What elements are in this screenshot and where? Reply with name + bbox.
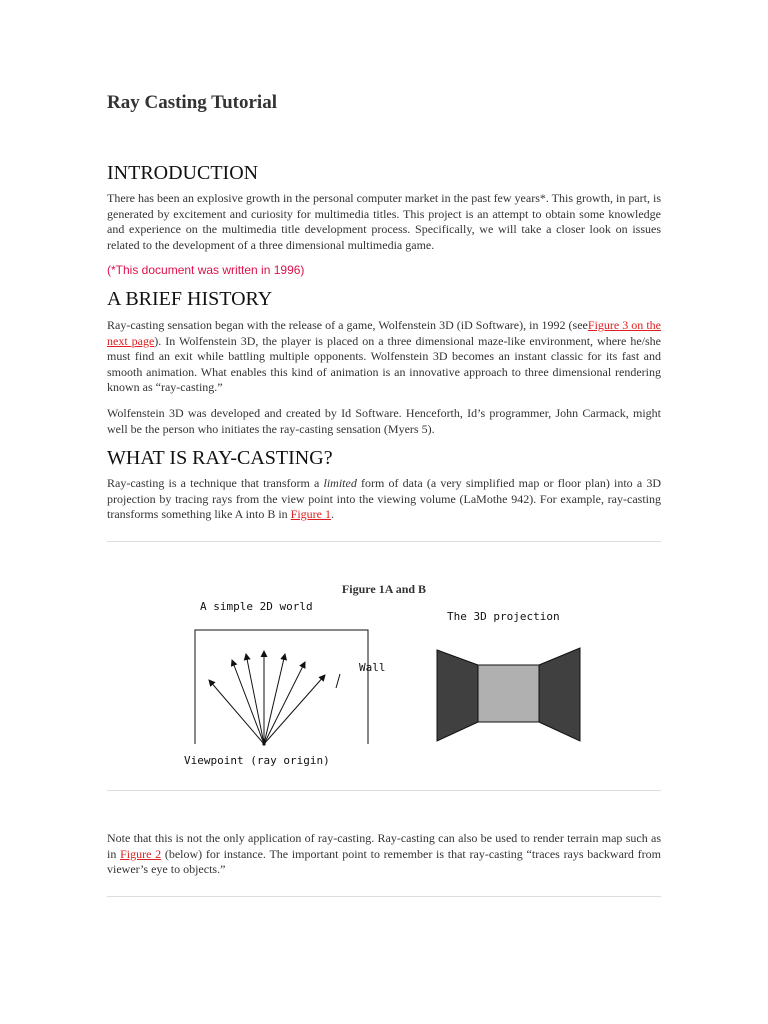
- divider-middle: [107, 790, 661, 791]
- what-is-text-start: Ray-casting is a technique that transform a: [107, 476, 324, 490]
- ray: [264, 654, 285, 744]
- right-wall: [539, 648, 580, 741]
- what-is-paragraph: [107, 476, 661, 523]
- ray: [246, 654, 264, 744]
- heading-brief-history: A BRIEF HISTORY: [107, 288, 273, 310]
- ray: [264, 675, 325, 744]
- divider-top: [107, 541, 661, 542]
- label-3d-projection: The 3D projection: [447, 610, 560, 623]
- page-title: Ray Casting Tutorial: [107, 92, 277, 113]
- ray-fan: [209, 651, 325, 744]
- note-text-start: Note that this is not the only application of ray-casting. Ray-casting can also be used to render terrain map such as in: [107, 831, 661, 861]
- limited-italic: limited: [323, 476, 357, 490]
- note-text-end: (below) for instance. The important point to remember is that ray-casting “traces rays backward from viewer’s eye to objects.”: [107, 846, 661, 876]
- ray: [209, 680, 264, 744]
- ray: [232, 660, 264, 744]
- figure-1-link[interactable]: Figure 1: [290, 507, 332, 521]
- introduction-paragraph: There has been an explosive growth in the personal computer market in the past few years*. This growth, in part, is generated by excitement and curiosity for multimedia titles. This project is an attempt to obtain some knowledge and experience on the multimedia title development process. Specifically, we will take a closer look on issues related to the development of a three dimensional multimedia game.: [107, 191, 661, 252]
- what-is-text-end: .: [331, 507, 335, 521]
- figure-caption: Figure 1A and B: [341, 582, 427, 596]
- history-paragraph-1: [107, 318, 661, 396]
- history-text-start: Ray-casting sensation began with the release of a game, Wolfenstein 3D (iD Software), in 1992 (see: [107, 318, 588, 332]
- what-is-text-middle: form of data (a very simplified map or floor plan) into a 3D projection by tracing rays from the view point into the viewing volume (LaMothe 942). For example, ray-casting transforms something like A into B in: [107, 476, 662, 521]
- label-2d-world: A simple 2D world: [200, 600, 313, 613]
- heading-introduction: INTRODUCTION: [107, 162, 259, 184]
- heading-what-is-ray-casting: WHAT IS RAY-CASTING?: [107, 447, 333, 469]
- written-note: (*This document was written in 1996): [107, 263, 305, 277]
- world-boundary: [195, 630, 368, 744]
- figure-1-illustration: [157, 596, 587, 776]
- note-paragraph: [107, 831, 661, 878]
- projection-drawing: [437, 648, 580, 741]
- label-viewpoint: Viewpoint (ray origin): [184, 754, 330, 767]
- figure-2-link[interactable]: Figure 2: [120, 846, 162, 861]
- far-wall: [478, 665, 539, 722]
- divider-bottom: [107, 896, 661, 897]
- ray-origin-point: [262, 742, 265, 745]
- label-wall: Wall: [359, 661, 386, 674]
- figure-3-link[interactable]: Figure 3 on the next page: [107, 318, 661, 348]
- history-text-end: ). In Wolfenstein 3D, the player is placed on a three dimensional maze-like environment, where he/she must find an exit while battling multiple opponents. Wolfenstein 3D becomes an instant classic for its fast and smooth animation. What enables this kind of animation is an innovative approach to three dimensional rendering known as “ray-casting.”: [107, 333, 661, 394]
- ray: [264, 662, 305, 744]
- history-paragraph-2: Wolfenstein 3D was developed and created by Id Software. Henceforth, Id’s programmer, John Carmack, might well be the person who initiates the ray-casting sensation (Myers 5).: [107, 406, 661, 436]
- left-wall: [437, 650, 478, 741]
- wall-pointer: [336, 674, 340, 688]
